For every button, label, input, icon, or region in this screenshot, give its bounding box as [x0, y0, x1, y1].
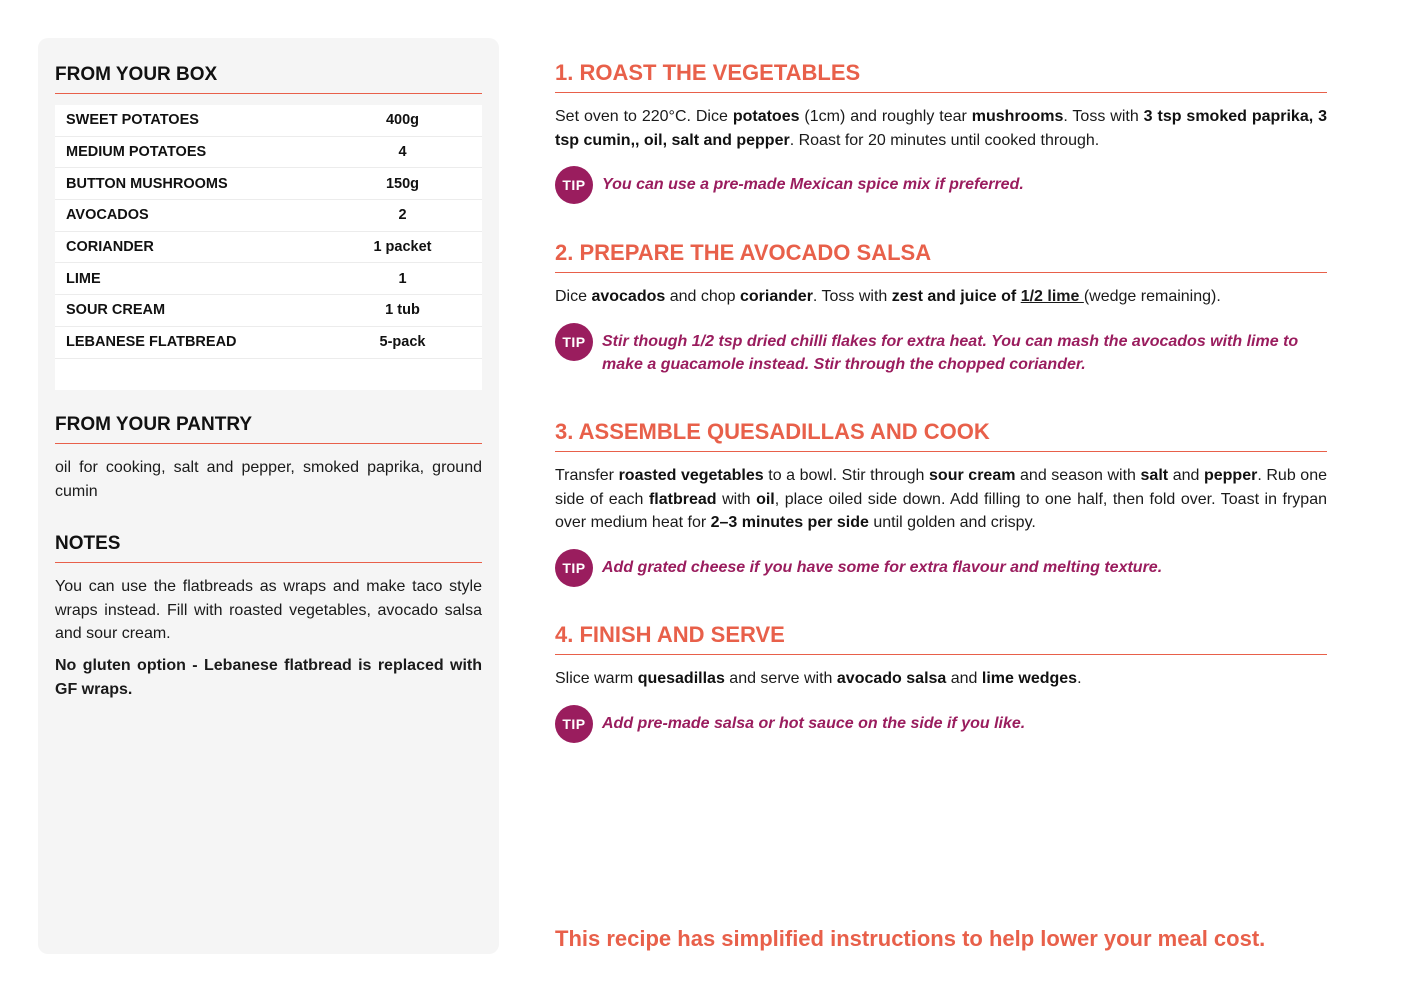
tip — [555, 549, 1327, 587]
ingredient-name: AVOCADOS — [66, 207, 149, 224]
bold-text: potatoes — [732, 108, 800, 125]
bold-text: roasted vegetables — [618, 467, 764, 484]
table-row — [55, 168, 482, 200]
bold-text: pepper — [1203, 467, 1258, 484]
bold-text: lime wedges — [981, 670, 1078, 687]
bold-text: 3 tsp smoked paprika, 3 tsp cumin,, oil, salt and pepper — [555, 108, 1328, 149]
body-text: . — [1077, 670, 1082, 687]
bold-text: flatbread — [648, 490, 717, 508]
body-text: and — [1168, 467, 1204, 484]
step-3 — [555, 419, 1327, 587]
tip — [555, 166, 1327, 204]
table-row — [55, 137, 482, 169]
body-text: Dice — [555, 288, 592, 305]
ingredient-qty: 5-pack — [379, 334, 426, 351]
tip-badge-icon: TIP — [555, 323, 593, 361]
step-2 — [555, 240, 1327, 377]
pantry-text: oil for cooking, salt and pepper, smoked paprika, ground cumin — [55, 459, 482, 500]
tip-text: Stir though 1/2 tsp dried chilli flakes for extra heat. You can mash the avocados with lime to make a guacamole instead. Stir through the chopped coriander. — [602, 332, 1299, 373]
table-row — [55, 295, 482, 327]
ingredients-panel — [38, 38, 499, 954]
bold-text: coriander — [740, 288, 813, 305]
table-row — [55, 105, 482, 137]
ingredient-name: BUTTON MUSHROOMS — [66, 175, 228, 192]
ingredient-name: SWEET POTATOES — [66, 112, 199, 129]
step-body — [555, 105, 1327, 152]
ingredient-qty: 1 — [398, 270, 407, 287]
body-text: to a bowl. Stir through — [763, 467, 930, 484]
body-text: and — [946, 670, 982, 687]
footer-note: This recipe has simplified instructions to help lower your meal cost. — [555, 926, 1266, 951]
tip-badge-icon: TIP — [555, 549, 593, 587]
ingredient-name: CORIANDER — [66, 239, 154, 256]
bold-text: avocados — [591, 288, 666, 305]
body-text: Slice warm — [555, 670, 638, 687]
step-heading: 4. FINISH AND SERVE — [555, 622, 1327, 655]
body-text: , place oiled side down. Add filling to one half, then fold over. Toast in frypan over medium heat for — [555, 490, 1327, 531]
ingredient-qty: 150g — [385, 175, 420, 192]
gluten-free-note: No gluten option - Lebanese flatbread is replaced with GF wraps. — [55, 657, 482, 698]
bold-text: 2–3 minutes per side — [710, 514, 869, 531]
step-heading: 2. PREPARE THE AVOCADO SALSA — [555, 240, 1327, 273]
tip-text: You can use a pre-made Mexican spice mix if preferred. — [602, 176, 1024, 193]
ingredient-qty: 1 tub — [385, 302, 420, 319]
from-your-box-heading: FROM YOUR BOX — [55, 64, 482, 94]
table-row — [55, 263, 482, 295]
body-text: with — [716, 490, 757, 508]
table-row — [55, 327, 482, 359]
body-text: Set oven to 220°C. Dice — [555, 108, 733, 125]
box-ingredients-table — [55, 105, 482, 390]
body-text: . Rub one side of each — [555, 467, 1327, 508]
bold-text: avocado salsa — [836, 670, 947, 687]
bold-text: salt — [1140, 467, 1169, 484]
body-text: Transfer — [555, 467, 619, 484]
tip-text: Add pre-made salsa or hot sauce on the side if you like. — [602, 714, 1026, 732]
step-heading: 3. ASSEMBLE QUESADILLAS AND COOK — [555, 419, 1327, 452]
ingredient-name: LIME — [66, 270, 101, 287]
ingredient-qty: 400g — [385, 112, 420, 129]
tip-text: Add grated cheese if you have some for extra flavour and melting texture. — [602, 558, 1163, 576]
step-4 — [555, 622, 1327, 743]
ingredient-name: SOUR CREAM — [66, 302, 166, 319]
table-row — [55, 200, 482, 232]
ingredient-qty: 1 packet — [373, 239, 432, 256]
body-text: . Toss with — [1063, 108, 1144, 125]
bold-text: quesadillas — [637, 670, 725, 687]
body-text: and serve with — [724, 670, 837, 687]
ingredient-qty: 2 — [398, 207, 407, 224]
body-text: . Roast for 20 minutes until cooked through. — [789, 131, 1100, 149]
notes-heading: NOTES — [55, 533, 482, 563]
tip — [555, 705, 1327, 743]
step-body — [555, 464, 1327, 535]
step-heading: 1. ROAST THE VEGETABLES — [555, 60, 1327, 93]
table-row — [55, 232, 482, 264]
body-text: . Toss with — [812, 288, 892, 305]
body-text: and chop — [665, 288, 740, 305]
ingredient-name: MEDIUM POTATOES — [66, 144, 207, 161]
underlined-text: 1/2 lime — [1020, 288, 1084, 305]
tip-badge-icon: TIP — [555, 166, 593, 204]
bold-text: mushrooms — [971, 108, 1064, 125]
bold-text: zest and juice of — [891, 288, 1021, 305]
ingredient-qty: 4 — [398, 144, 407, 161]
bold-text: sour cream — [929, 467, 1016, 484]
body-text: until golden and crispy. — [868, 514, 1036, 531]
step-body — [555, 667, 1327, 691]
tip — [555, 323, 1327, 377]
step-1 — [555, 60, 1327, 204]
tip-badge-icon: TIP — [555, 705, 593, 743]
notes-text: You can use the flatbreads as wraps and make taco style wraps instead. Fill with roasted vegetables, avocado salsa and sour cream. — [55, 578, 482, 642]
body-text: (1cm) and roughly tear — [799, 108, 972, 125]
bold-text: oil — [756, 490, 775, 508]
step-body — [555, 285, 1327, 309]
from-your-pantry-heading: FROM YOUR PANTRY — [55, 414, 482, 444]
body-text: and season with — [1015, 467, 1141, 484]
ingredient-name: LEBANESE FLATBREAD — [66, 334, 237, 351]
body-text: (wedge remaining). — [1083, 288, 1221, 305]
